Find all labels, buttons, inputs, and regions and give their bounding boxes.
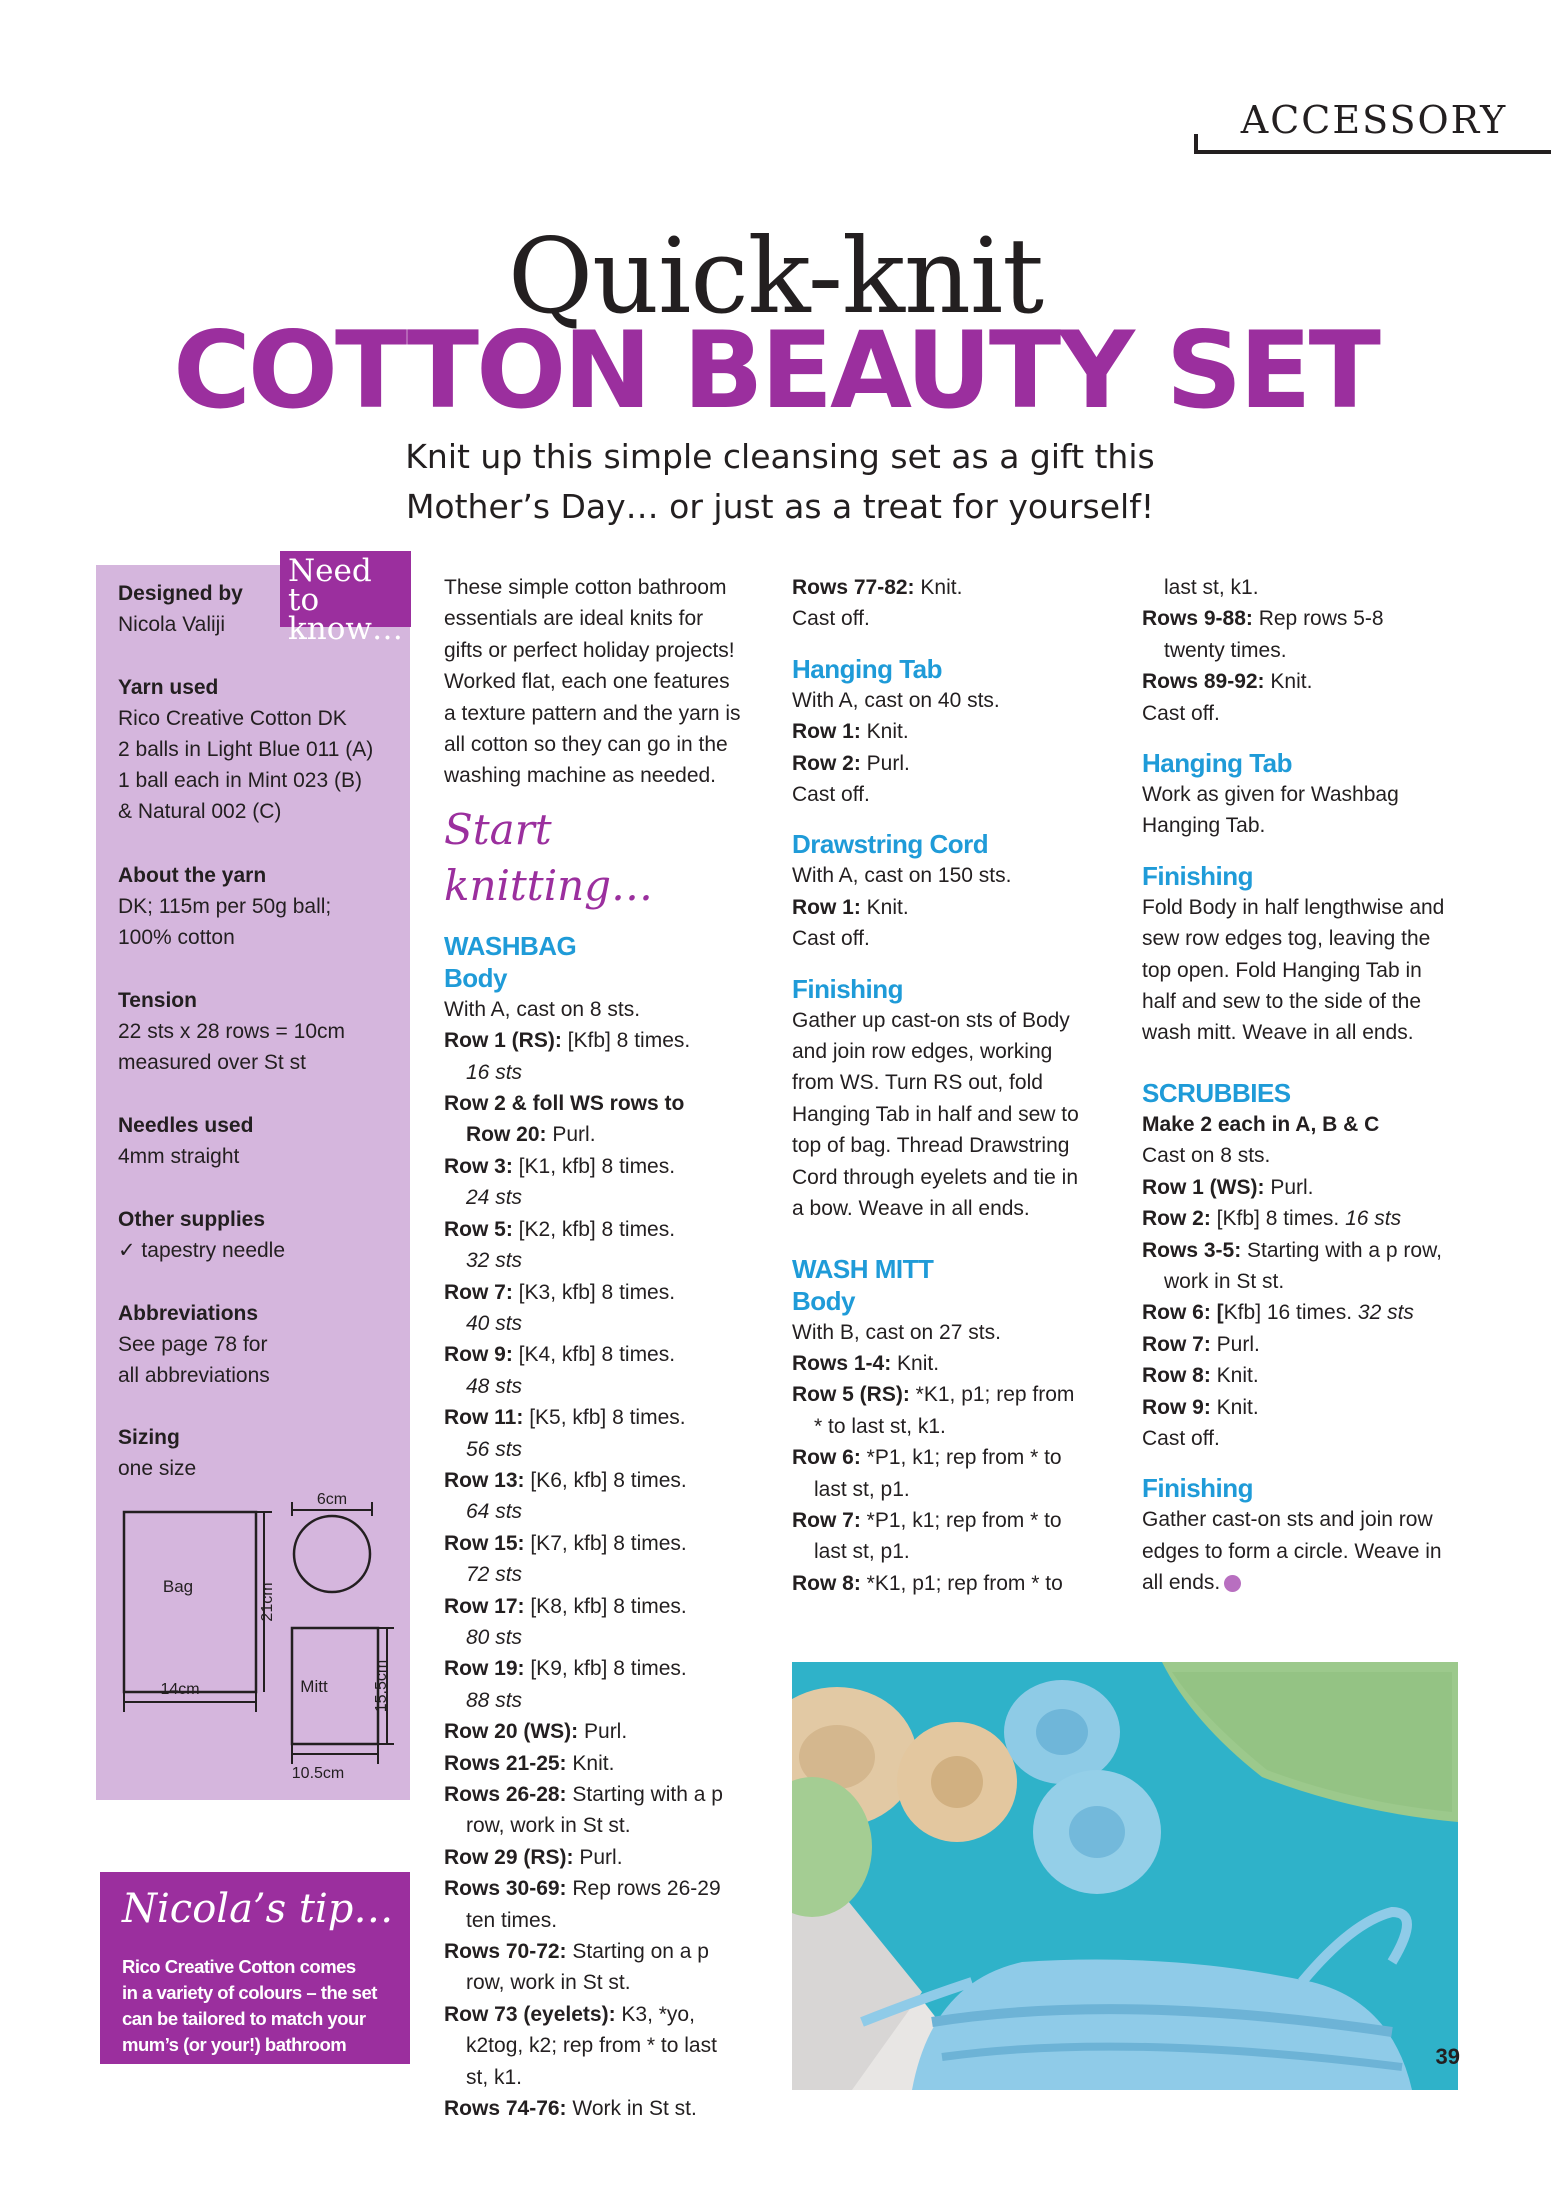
needles-used [118,1110,408,1172]
info-heading: Needles used [118,1114,254,1137]
row-instruction: Row 8: *K1, p1; rep from * to [792,1571,1063,1595]
tip-line: can be tailored to match your [122,2008,366,2029]
scrubby-outline [294,1516,370,1592]
designer-tip-box [100,1872,410,2064]
row-instruction-cont: st, k1. [466,2065,523,2089]
row-instruction: Rows 89-92: Knit. [1142,670,1313,694]
instruction: With A, cast on 40 sts. [792,688,1000,712]
info-value: one size [118,1457,197,1480]
tension [118,985,408,1078]
row-instruction-cont: last st, p1. [814,1477,910,1501]
instruction: With B, cast on 27 sts. [792,1320,1001,1344]
bag-width-label: 14cm [160,1681,200,1698]
tip-line: mum’s (or your!) bathroom [122,2034,347,2055]
row-instruction: Rows 21-25: Knit. [444,1751,615,1775]
info-value: 4mm straight [118,1145,240,1168]
intro-line: a texture pattern and the yarn is [444,701,741,725]
instruction: Cast off. [792,783,870,807]
finishing-line: a bow. Weave in all ends. [792,1197,1030,1221]
stitch-count: 48 sts [466,1374,523,1398]
pattern-column-1 [444,572,774,2124]
row-instruction: Rows 3-5: Starting with a p row, [1142,1238,1442,1262]
tip-body [122,1954,402,2058]
row-instruction: Row 11: [K5, kfb] 8 times. [444,1406,686,1430]
instruction: Cast off. [1142,701,1220,725]
abbreviations [118,1298,408,1391]
info-heading: Abbreviations [118,1302,259,1325]
row-instruction: Row 6: [Kfb] 16 times. 32 sts [1142,1301,1414,1325]
tip-line: in a variety of colours – the set [122,1982,377,2003]
product-photo [792,1662,1458,2090]
badge-line: Need to [288,553,372,618]
info-value: 100% cotton [118,926,235,949]
row-instruction-cont: last st, p1. [814,1540,910,1564]
row-instruction: Row 9: Knit. [1142,1395,1259,1419]
row-instruction: Rows 70-72: Starting on a p [444,1940,709,1964]
sizing [118,1422,408,1484]
instruction: Hanging Tab. [1142,814,1266,838]
hanging-tab-heading: Hanging Tab [792,653,943,684]
scrubbies-heading: SCRUBBIES [1142,1077,1291,1108]
row-instruction: Row 5 (RS): *K1, p1; rep from [792,1383,1075,1407]
badge-line: know… [288,611,403,647]
finishing-line: Cord through eyelets and tie in [792,1165,1079,1189]
intro-line: gifts or perfect holiday projects! [444,638,735,662]
bag-outline [124,1512,256,1692]
row-instruction: Row 5: [K2, kfb] 8 times. [444,1217,676,1241]
row-instruction-cont: k2tog, k2; rep from * to last [466,2034,717,2058]
row-instruction: Rows 26-28: Starting with a p [444,1783,723,1806]
finishing-line: all ends. [1142,1567,1472,1598]
intro-line: all cotton so they can go in the [444,733,728,757]
row-instruction-cont: ten times. [466,1908,558,1932]
finishing-line: Hanging Tab in half and sew to [792,1102,1079,1126]
section-rule [1194,150,1551,154]
page-number: 39 [1435,2044,1460,2069]
finishing-line: top of bag. Thread Drawstring [792,1134,1070,1158]
row-instruction-cont: row, work in St st. [466,1971,631,1995]
stitch-count: 80 sts [466,1625,523,1649]
section-label: ACCESSORY [1240,98,1508,142]
pattern-column-3 [1142,572,1472,1599]
instruction: Make 2 each in A, B & C [1142,1112,1380,1136]
row-instruction: Row 29 (RS): Purl. [444,1845,623,1869]
row-instruction: Row 7: [K3, kfb] 8 times. [444,1280,676,1304]
finishing-line: Fold Body in half lengthwise and [1142,895,1445,919]
finishing-line: Gather up cast-on sts of Body [792,1008,1070,1032]
row-instruction: Row 2: [Kfb] 8 times. 16 sts [1142,1207,1402,1231]
body-heading: Body [444,962,507,993]
about-the-yarn [118,860,408,953]
intro-line: washing machine as needed. [444,764,717,788]
row-instruction: Row 13: [K6, kfb] 8 times. [444,1468,687,1492]
info-value: 1 ball each in Mint 023 (B) [118,769,362,792]
row-instruction: Rows 9-88: Rep rows 5-8 [1142,607,1384,631]
stitch-count: 24 sts [466,1186,523,1210]
row-instruction-cont: last st, k1. [1164,576,1259,599]
row-instruction: Row 2: Purl. [792,751,910,775]
drawstring-cord-heading: Drawstring Cord [792,829,989,860]
info-heading: Yarn used [118,676,219,699]
info-value: DK; 115m per 50g ball; [118,895,332,918]
stitch-count: 16 sts [466,1060,523,1084]
stitch-count: 64 sts [466,1500,523,1524]
start-knitting-heading: Start knitting… [444,804,654,910]
row-instruction: Row 7: Purl. [1142,1332,1260,1356]
info-value: See page 78 for [118,1333,268,1356]
row-instruction: Rows 30-69: Rep rows 26-29 [444,1877,721,1901]
body-heading: Body [792,1285,855,1316]
stitch-count: 72 sts [466,1563,523,1587]
info-heading: Sizing [118,1426,180,1449]
other-supplies [118,1204,408,1266]
finishing-line: edges to form a circle. Weave in [1142,1539,1442,1563]
standfirst [380,432,1180,532]
designed-by [118,578,408,640]
info-heading: Designed by [118,582,243,605]
info-value: all abbreviations [118,1364,270,1387]
intro-line: Worked flat, each one features [444,670,730,694]
finishing-line: top open. Fold Hanging Tab in [1142,958,1422,982]
instruction: Cast off. [792,927,870,951]
instruction: With A, cast on 150 sts. [792,864,1012,888]
washbag-heading: WASHBAG [444,930,577,961]
row-instruction: Rows 77-82: Knit. [792,576,963,599]
row-instruction-cont: work in St st. [1164,1269,1285,1293]
row-instruction-cont: row, work in St st. [466,1814,631,1838]
yarn-ball-end-icon [1224,1575,1241,1592]
row-instruction: Row 1 (WS): Purl. [1142,1175,1314,1199]
row-instruction: Row 15: [K7, kfb] 8 times. [444,1531,687,1555]
row-instruction: Row 17: [K8, kfb] 8 times. [444,1594,687,1618]
info-value: 22 sts x 28 rows = 10cm [118,1020,346,1043]
bag-height-label: 21cm [259,1582,276,1622]
sizing-diagram [96,1480,410,1800]
mitt-width-label: 10.5cm [291,1765,345,1782]
instruction: Cast on 8 sts. [1142,1144,1271,1168]
instruction: Work as given for Washbag [1142,783,1399,807]
mitt-height-label: 15.5cm [373,1659,390,1713]
row-instruction: Row 9: [K4, kfb] 8 times. [444,1343,676,1367]
title-line-1: Quick-knit [507,215,1044,337]
info-heading: Tension [118,989,197,1012]
row-instruction-cont: * to last st, k1. [814,1414,946,1438]
finishing-heading: Finishing [792,973,904,1004]
title-line-2: COTTON BEAUTY SET [173,309,1378,432]
row-instruction: Row 8: Knit. [1142,1364,1259,1388]
stitch-count: 40 sts [466,1311,523,1335]
stitch-count: 88 sts [466,1688,523,1712]
row-instruction: Row 7: *P1, k1; rep from * to [792,1508,1062,1532]
row-instruction: Row 20 (WS): Purl. [444,1720,628,1744]
row-instruction: Row 6: *P1, k1; rep from * to [792,1446,1062,1470]
tip-line: Rico Creative Cotton comes [122,1956,356,1977]
row-instruction: Row 1: Knit. [792,720,909,744]
pattern-column-2 [792,572,1122,1599]
finishing-line: Gather cast-on sts and join row [1142,1508,1433,1532]
row-instruction: Rows 74-76: Work in St st. [444,2097,697,2121]
info-value: 2 balls in Light Blue 011 (A) [118,738,374,761]
row-instruction: Row 73 (eyelets): K3, *yo, [444,2002,695,2026]
finishing-line: from WS. Turn RS out, fold [792,1071,1043,1095]
info-value: Rico Creative Cotton DK [118,707,347,730]
finishing-heading: Finishing [1142,1473,1254,1504]
scrubby-diameter-label: 6cm [316,1491,348,1508]
row-instruction: Row 20: Purl. [466,1123,596,1147]
row-instruction: Row 2 & foll WS rows to [444,1092,685,1116]
finishing-line: and join row edges, working [792,1040,1053,1064]
finishing-line: half and sew to the side of the [1142,990,1422,1014]
stitch-count: 32 sts [466,1249,523,1273]
info-heading: Other supplies [118,1208,266,1231]
row-instruction: Row 19: [K9, kfb] 8 times. [444,1657,687,1681]
info-value: measured over St st [118,1051,306,1074]
info-value: Nicola Valiji [118,613,225,636]
standfirst-line: Knit up this simple cleansing set as a gift this [405,437,1155,476]
row-instruction: Row 1 (RS): [Kfb] 8 times. [444,1029,691,1053]
intro-line: essentials are ideal knits for [444,607,704,631]
row-instruction: Row 3: [K1, kfb] 8 times. [444,1154,676,1178]
row-instruction-cont: twenty times. [1164,638,1287,662]
row-instruction: Row 1: Knit. [792,895,909,919]
finishing-line: sew row edges tog, leaving the [1142,927,1431,951]
bag-label: Bag [162,1577,194,1596]
finishing-heading: Finishing [1142,860,1254,891]
info-value: & Natural 002 (C) [118,800,282,823]
row-instruction: Rows 1-4: Knit. [792,1351,940,1375]
hanging-tab-heading: Hanging Tab [1142,748,1293,779]
tip-title: Nicola’s tip… [122,1886,394,1932]
instruction: With A, cast on 8 sts. [444,997,641,1021]
info-heading: About the yarn [118,864,267,887]
intro-line: These simple cotton bathroom [444,576,727,599]
info-value: ✓ tapestry needle [118,1239,286,1262]
instruction: Cast off. [1142,1426,1220,1450]
mitt-label: Mitt [300,1677,328,1696]
finishing-line: wash mitt. Weave in all ends. [1142,1021,1414,1045]
instruction: Cast off. [792,607,870,631]
standfirst-line: Mother’s Day… or just as a treat for yourself! [405,487,1155,526]
stitch-count: 56 sts [466,1437,523,1461]
wash-mitt-heading: WASH MITT [792,1253,934,1284]
yarn-used [118,672,408,827]
